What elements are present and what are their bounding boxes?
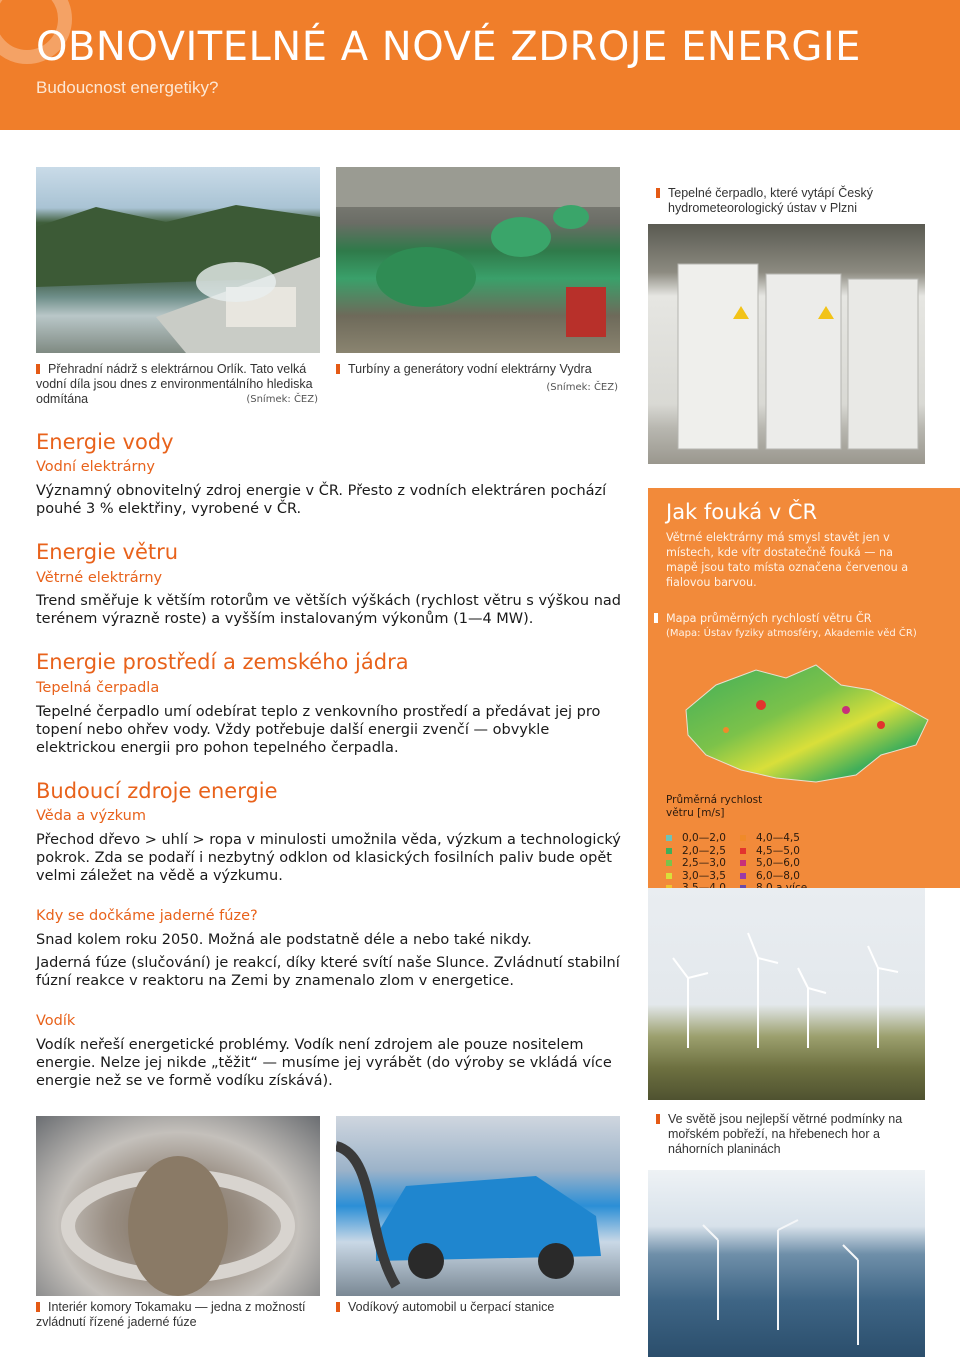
- legend-label: 2,0—2,5: [682, 844, 726, 857]
- bullet-icon: [654, 613, 658, 623]
- offshore-wind-photo: [648, 1170, 925, 1357]
- earth-heading: Energie prostředí a zemského jádra: [36, 650, 409, 674]
- wind-heading: Energie větru: [36, 540, 179, 564]
- future-sub: Věda a výzkum: [36, 808, 146, 824]
- legend-swatch: [666, 873, 672, 879]
- legend-label: 4,0—4,5: [756, 832, 800, 844]
- future-heading: Budoucí zdroje energie: [36, 779, 278, 803]
- tokamak-illustration: [36, 1116, 320, 1296]
- map-credit: (Mapa: Ústav fyziky atmosféry, Akademie věd ČR): [666, 628, 917, 639]
- water-sub: Vodní elektrárny: [36, 459, 155, 475]
- car-caption-text: Vodíkový automobil u čerpací stanice: [348, 1300, 555, 1314]
- legend-label: 6,0—8,0: [756, 869, 800, 882]
- hydrogen-car-photo: [336, 1116, 620, 1296]
- dam-photo: [36, 167, 320, 353]
- sidebar-text: Větrné elektrárny má smysl stavět jen v místech, kde vítr dostatečně fouká — na mapě jsou tato místa označena červenou a fialovou barvou.: [666, 531, 909, 589]
- legend-swatch: [740, 835, 746, 841]
- earth-sub: Tepelná čerpadla: [36, 680, 160, 696]
- legend-item: [666, 845, 726, 858]
- offshore-wind-illustration: [648, 1170, 925, 1357]
- legend-label: 2,5—3,0: [682, 857, 726, 869]
- dam-caption-text: Přehradní nádrž s elektrárnou Orlík. Tato velká vodní díla jsou dnes z environmentálního hlediska odmítána: [36, 362, 313, 406]
- car-caption: [336, 1300, 626, 1315]
- page-title: OBNOVITELNÉ A NOVÉ ZDROJE ENERGIE: [36, 24, 861, 70]
- bullet-icon: [36, 364, 40, 374]
- legend-swatch: [740, 848, 746, 854]
- fusion-sub: Kdy se dočkáme jaderné fúze?: [36, 908, 258, 924]
- sidebar-title: Jak fouká v ČR: [666, 500, 818, 524]
- tokamak-photo: [36, 1116, 320, 1296]
- fusion-text-1: Snad kolem roku 2050. Možná ale podstatně déle a nebo také nikdy.: [36, 932, 532, 948]
- hydrogen-car-illustration: [336, 1116, 620, 1296]
- legend-label: 5,0—6,0: [756, 857, 800, 869]
- legend-item: [740, 845, 807, 858]
- legend-item: [666, 857, 726, 870]
- legend-swatch: [666, 835, 672, 841]
- water-heading: Energie vody: [36, 430, 174, 454]
- tokamak-caption-text: Interiér komory Tokamaku — jedna z možností zvládnutí řízené jaderné fúze: [36, 1300, 306, 1329]
- bullet-icon: [336, 364, 340, 374]
- dam-illustration: [36, 167, 320, 353]
- map-caption: [666, 612, 936, 641]
- heatpump-photo: [648, 224, 925, 464]
- earth-text: Tepelné čerpadlo umí odebírat teplo z venkovního prostředí a předávat jej pro topení nebo ohřev vody. Vždy potřebuje další energii zvenčí — obvykle elektrickou energii pro pohon tepelného čerpadla.: [36, 704, 601, 756]
- legend-swatch: [666, 848, 672, 854]
- turbines-credit: (Snímek: ČEZ): [546, 382, 618, 393]
- turbines-caption: [336, 362, 626, 395]
- legend-item: [666, 870, 726, 883]
- future-text: Přechod dřevo > uhlí > ropa v minulosti umožnila věda, výzkum a technologický pokrok. Zda se podaří i nezbytný odklon od klasických fosilních paliv bude opět velmi záležet na vědě a výzkumu.: [36, 832, 621, 884]
- bullet-icon: [336, 1302, 340, 1312]
- offshore-caption: [668, 1112, 928, 1157]
- fusion-text-2: Jaderná fúze (slučování) je reakcí, díky které svítí naše Slunce. Zvládnutí stabilní fúzní reakce v reaktoru na Zemi by znamenalo zlom v energetice.: [36, 955, 620, 989]
- legend-swatch: [740, 873, 746, 879]
- legend-item: [740, 832, 807, 845]
- legend-swatch: [740, 860, 746, 866]
- bullet-icon: [656, 188, 660, 198]
- dam-credit: (Snímek: ČEZ): [246, 394, 318, 405]
- wind-sub: Větrné elektrárny: [36, 570, 163, 586]
- legend-swatch: [666, 860, 672, 866]
- legend-item: [740, 857, 807, 870]
- legend-left: [666, 832, 726, 895]
- turbines-caption-text: Turbíny a generátory vodní elektrárny Vydra: [348, 362, 592, 376]
- wind-text: Trend směřuje k větším rotorům ve větších výškách (rychlost větru s výškou nad terénem výrazně roste) a vyšším instalovaným výkonům (1—4 MW).: [36, 593, 622, 627]
- legend-right: [740, 832, 807, 895]
- offshore-caption-text: Ve světě jsou nejlepší větrné podmínky na mořském pobřeží, na hřebenech hor a náhorních planinách: [668, 1112, 903, 1156]
- turbines-illustration: [336, 167, 620, 353]
- map-caption-text: Mapa průměrných rychlostí větru ČR: [666, 612, 872, 625]
- heatpump-caption-text: Tepelné čerpadlo, které vytápí Český hydrometeorologický ústav v Plzni: [668, 186, 873, 215]
- page-subtitle: Budoucnost energetiky?: [36, 78, 219, 97]
- wind-turbines-illustration: [648, 888, 925, 1100]
- bullet-icon: [656, 1114, 660, 1124]
- dam-caption: [36, 362, 326, 407]
- legend-label: 4,5—5,0: [756, 844, 800, 857]
- legend-label: 0,0—2,0: [682, 832, 726, 844]
- legend-item: [740, 870, 807, 883]
- tokamak-caption: [36, 1300, 326, 1330]
- hydrogen-sub: Vodík: [36, 1013, 76, 1029]
- bullet-icon: [36, 1302, 40, 1312]
- turbines-photo: [336, 167, 620, 353]
- hydrogen-text: Vodík neřeší energetické problémy. Vodík není zdrojem ale pouze nositelem energie. Nelze jej nikde „těžit“ — musíme jej vyrábět (do výroby se vkládá více energie než se ve formě vodíku získává).: [36, 1037, 612, 1089]
- czech-map-illustration: [666, 650, 941, 795]
- water-text: Významný obnovitelný zdroj energie v ČR. Přesto z vodních elektráren pochází pouhé 3 % elektřiny, vyrobené v ČR.: [36, 483, 607, 517]
- heatpump-caption: [668, 186, 928, 216]
- legend-item: [666, 832, 726, 845]
- wind-turbines-photo: [648, 888, 925, 1100]
- legend-label: 3,0—3,5: [682, 869, 726, 882]
- legend-title: Průměrná rychlost větru [m/s]: [666, 794, 763, 819]
- header-banner: [0, 0, 960, 130]
- heatpump-illustration: [648, 224, 925, 464]
- wind-map: [666, 650, 941, 795]
